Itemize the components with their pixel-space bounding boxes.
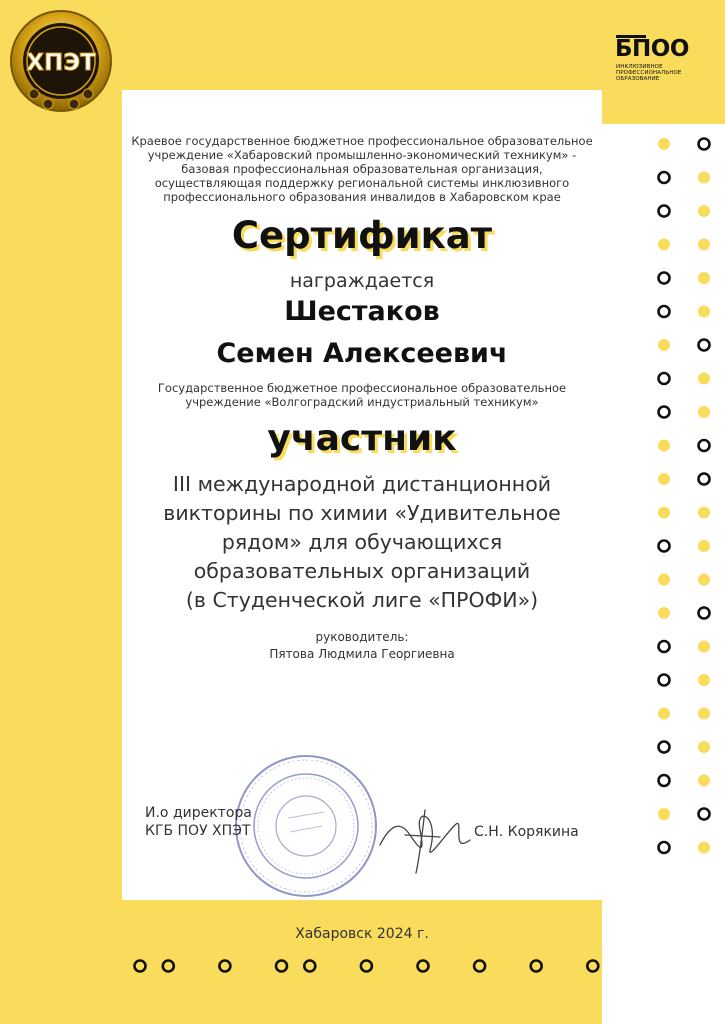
- hpet-logo: [8, 8, 114, 114]
- ring-dot: [659, 373, 670, 384]
- filled-dot: [191, 998, 203, 1010]
- event-line: III международной дистанционной: [172, 472, 552, 496]
- bpoo-logo-subtitle-3: ОБРАЗОВАНИЕ: [616, 76, 660, 82]
- filled-dot: [332, 998, 344, 1010]
- ring-dot: [587, 961, 598, 972]
- ring-dot: [699, 340, 710, 351]
- filled-dot: [276, 998, 288, 1010]
- left-yellow-band: [0, 0, 122, 1024]
- official-stamp: [232, 752, 380, 900]
- event-line: викторины по химии «Удивительное: [163, 501, 561, 525]
- recipient-organization: Государственное бюджетное профессиональное образовательное учреждение «Волгоградский индустриальный техникум»: [157, 381, 567, 409]
- ring-dot: [659, 842, 670, 853]
- ring-dot: [531, 961, 542, 972]
- ring-dot: [699, 809, 710, 820]
- ring-dot: [659, 675, 670, 686]
- filled-dot: [698, 205, 710, 217]
- filled-dot: [559, 960, 571, 972]
- filled-dot: [658, 138, 670, 150]
- director-title: [145, 804, 252, 840]
- hpet-logo-text: ХПЭТ: [26, 50, 96, 76]
- ring-dot: [659, 306, 670, 317]
- bpoo-logo-subtitle-1: ИНКЛЮЗИВНОЕ: [616, 64, 663, 70]
- recipient-role: участник: [267, 418, 457, 459]
- filled-dot: [530, 998, 542, 1010]
- filled-dot: [658, 473, 670, 485]
- filled-dot: [389, 960, 401, 972]
- ring-dot: [659, 641, 670, 652]
- ring-dot: [304, 961, 315, 972]
- event-line: (в Студенческой лиге «ПРОФИ»): [185, 588, 539, 612]
- filled-dot: [219, 998, 231, 1010]
- filled-dot: [698, 842, 710, 854]
- filled-dot: [698, 708, 710, 720]
- filled-dot: [658, 239, 670, 251]
- filled-dot: [445, 960, 457, 972]
- filled-dot: [417, 998, 429, 1010]
- ring-dot: [659, 172, 670, 183]
- filled-dot: [698, 741, 710, 753]
- filled-dot: [698, 540, 710, 552]
- issuer-institution: Краевое государственное бюджетное профессиональное образовательное учреждение «Хабаровский промышленно-экономический техникум» - базовая профессиональная образовательная организация, осуществляющая поддержку региональной системы инклюзивного профессионального образования инвалидов в Хабаровском крае: [131, 134, 593, 204]
- ring-dot: [659, 742, 670, 753]
- filled-dot: [698, 507, 710, 519]
- filled-dot: [658, 574, 670, 586]
- filled-dot: [389, 998, 401, 1010]
- filled-dot: [658, 339, 670, 351]
- filled-dot: [247, 998, 259, 1010]
- filled-dot: [698, 239, 710, 251]
- filled-dot: [698, 574, 710, 586]
- filled-dot: [698, 406, 710, 418]
- certificate-title: Сертификат: [231, 214, 493, 257]
- filled-dot: [658, 440, 670, 452]
- filled-dot: [502, 998, 514, 1010]
- filled-dot: [698, 373, 710, 385]
- filled-dot: [191, 960, 203, 972]
- event-description: [122, 470, 602, 615]
- supervisor-label: руководитель:: [315, 630, 409, 644]
- ring-dot: [659, 273, 670, 284]
- filled-dot: [360, 998, 372, 1010]
- filled-dot: [247, 960, 259, 972]
- filled-dot: [698, 674, 710, 686]
- event-line: рядом» для обучающихся: [221, 530, 503, 554]
- filled-dot: [658, 808, 670, 820]
- ring-dot: [418, 961, 429, 972]
- ring-dot: [699, 139, 710, 150]
- filled-dot: [658, 607, 670, 619]
- filled-dot: [502, 960, 514, 972]
- recipient-name: Семен Алексеевич: [216, 338, 508, 369]
- recipient-surname: Шестаков: [284, 296, 440, 327]
- filled-dot: [658, 708, 670, 720]
- filled-dot: [134, 998, 146, 1010]
- filled-dot: [658, 507, 670, 519]
- filled-dot: [445, 998, 457, 1010]
- ring-dot: [163, 961, 174, 972]
- filled-dot: [587, 998, 599, 1010]
- city-year: Хабаровск 2024 г.: [295, 926, 429, 942]
- director-line-2: КГБ ПОУ ХПЭТ: [145, 823, 251, 839]
- bpoo-logo-subtitle-2: ПРОФЕССИОНАЛЬНОЕ: [616, 70, 682, 76]
- filled-dot: [698, 172, 710, 184]
- filled-dot: [698, 272, 710, 284]
- filled-dot: [698, 775, 710, 787]
- ring-dot: [474, 961, 485, 972]
- filled-dot: [332, 960, 344, 972]
- ring-dot: [219, 961, 230, 972]
- director-line-1: И.о директора: [145, 805, 252, 821]
- ring-dot: [659, 541, 670, 552]
- bpoo-logo: [615, 30, 705, 90]
- ring-dot: [135, 961, 146, 972]
- ring-dot: [659, 206, 670, 217]
- ring-dot: [276, 961, 287, 972]
- ring-dot: [659, 775, 670, 786]
- bpoo-logo-title: БПОО: [615, 36, 689, 62]
- ring-dot: [699, 608, 710, 619]
- filled-dot: [474, 998, 486, 1010]
- bottom-dot-pattern: [128, 952, 603, 1016]
- handwritten-signature: [370, 795, 490, 875]
- filled-dot: [559, 998, 571, 1010]
- ring-dot: [699, 440, 710, 451]
- right-dot-pattern: [652, 132, 716, 872]
- filled-dot: [698, 641, 710, 653]
- awarded-text: награждается: [289, 270, 435, 292]
- event-line: образовательных организаций: [193, 559, 531, 583]
- filled-dot: [698, 306, 710, 318]
- ring-dot: [699, 474, 710, 485]
- filled-dot: [304, 998, 316, 1010]
- supervisor-name: Пятова Людмила Георгиевна: [269, 647, 455, 661]
- signer-name: С.Н. Корякина: [474, 824, 579, 840]
- filled-dot: [162, 998, 174, 1010]
- ring-dot: [361, 961, 372, 972]
- ring-dot: [659, 407, 670, 418]
